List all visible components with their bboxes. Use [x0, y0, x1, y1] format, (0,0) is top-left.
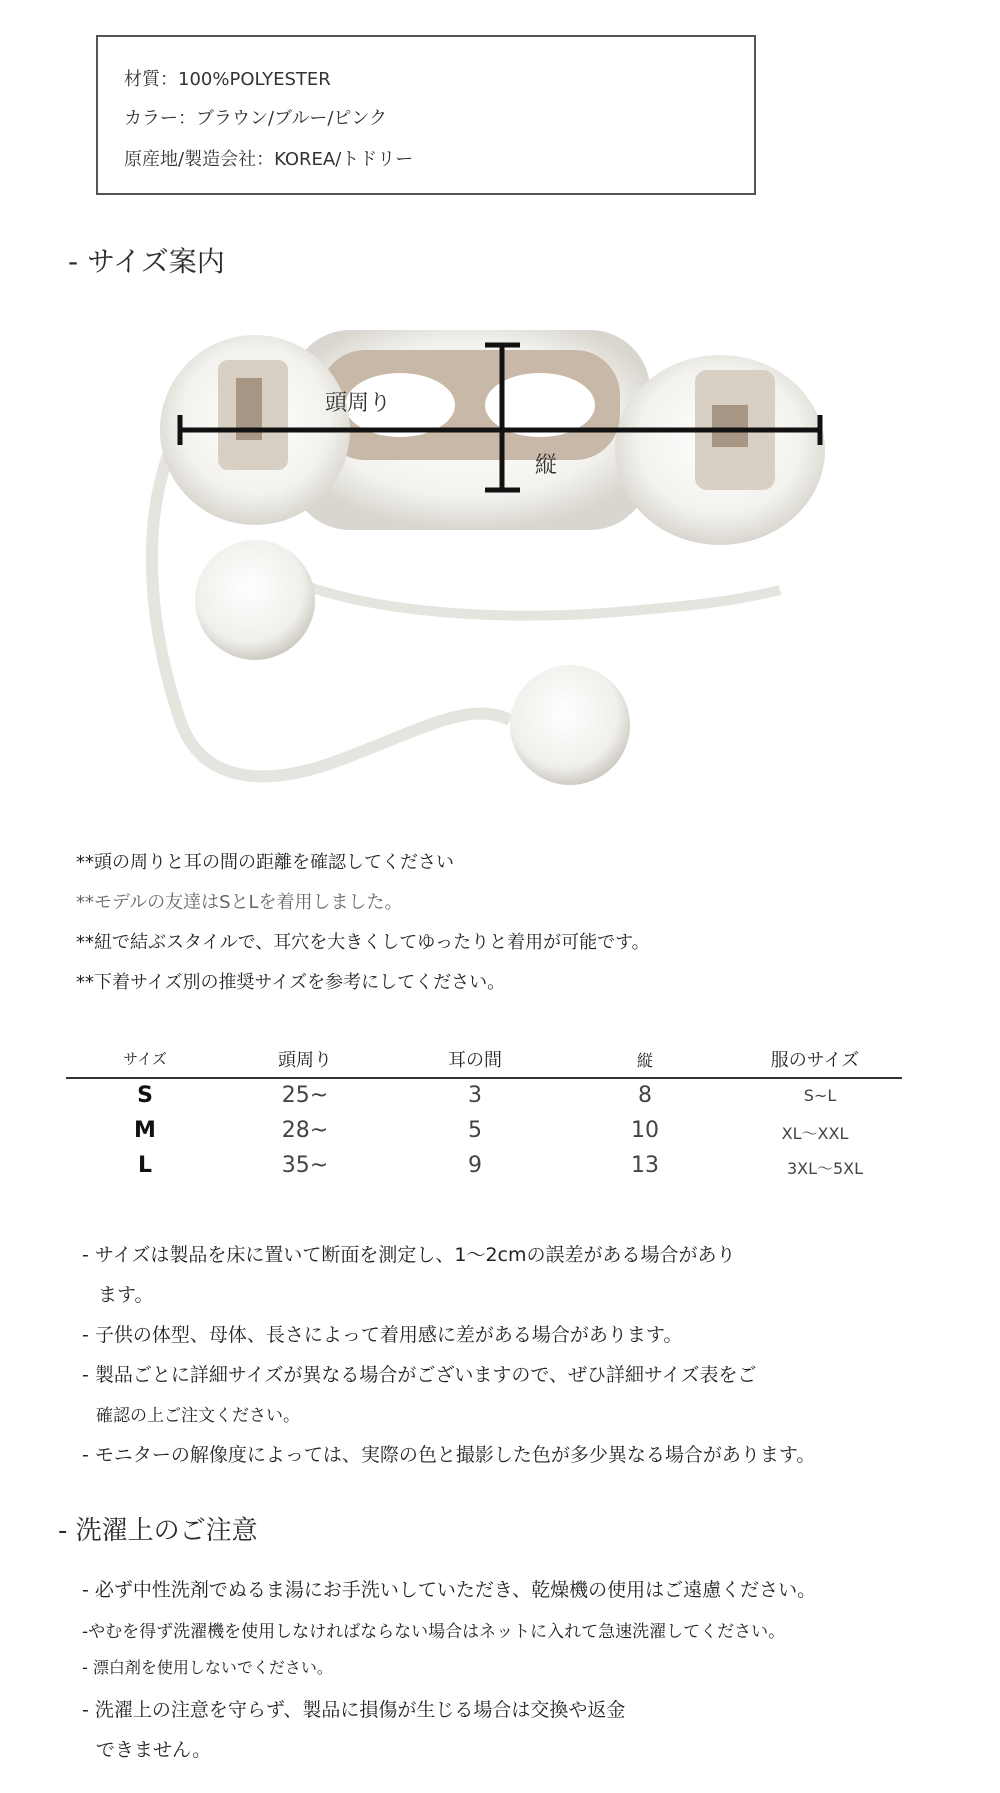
note-1: **頭の周りと耳の間の距離を確認してください: [76, 852, 454, 873]
washing-note-4b: できません。: [96, 1739, 212, 1761]
size-note-4: - モニターの解像度によっては、実際の色と撮影した色が多少異なる場合があります。: [82, 1444, 816, 1466]
cell-clothes-m: XL〜XXL: [781, 1124, 849, 1143]
note-2: **モデルの友達はSとLを着用しました。: [76, 892, 403, 913]
washing-title: - 洗濯上のご注意: [58, 1516, 258, 1546]
cell-clothes-l: 3XL〜5XL: [786, 1159, 864, 1178]
spec-color: カラー：ブラウン/ブルー/ピンク: [124, 108, 388, 129]
cell-size-m: M: [134, 1118, 156, 1143]
note-4: **下着サイズ別の推奨サイズを参考にしてください。: [76, 972, 506, 993]
size-note-3b: 確認の上ご注文ください。: [96, 1406, 300, 1426]
cell-ear-s: 3: [468, 1083, 482, 1108]
washing-note-4a: - 洗濯上の注意を守らず、製品に損傷が生じる場合は交換や返金: [82, 1699, 626, 1721]
size-note-1a: - サイズは製品を床に置いて断面を測定し、1〜2cmの誤差がある場合があり: [82, 1244, 736, 1266]
th-head: 頭周り: [278, 1050, 332, 1071]
washing-note-3: - 漂白剤を使用しないでください。: [82, 1658, 333, 1677]
cell-length-s: 8: [638, 1083, 652, 1108]
th-ear: 耳の間: [448, 1050, 502, 1071]
spec-material: 材質：100%POLYESTER: [124, 69, 331, 90]
cell-head-s: 25~: [281, 1083, 329, 1108]
cell-head-m: 28~: [281, 1118, 329, 1143]
cell-size-s: S: [137, 1083, 153, 1108]
size-note-3a: - 製品ごとに詳細サイズが異なる場合がございますので、ぜひ詳細サイズ表をご: [82, 1364, 757, 1386]
cell-ear-l: 9: [468, 1153, 482, 1178]
washing-note-1: - 必ず中性洗剤でぬるま湯にお手洗いしていただき、乾燥機の使用はご遠慮ください。: [82, 1579, 817, 1601]
cell-head-l: 35~: [281, 1153, 329, 1178]
label-head-circumference: 頭周り: [325, 391, 392, 416]
table-rule: [66, 1077, 902, 1079]
size-guide-title: - サイズ案内: [68, 245, 225, 278]
size-note-1b: ます。: [98, 1284, 154, 1306]
cell-ear-m: 5: [468, 1118, 482, 1143]
label-length: 縦: [535, 453, 558, 478]
spec-box: [96, 35, 756, 195]
size-note-2: - 子供の体型、母体、長さによって着用感に差がある場合があります。: [82, 1324, 683, 1346]
th-length: 縦: [636, 1051, 653, 1070]
cell-length-l: 13: [631, 1153, 659, 1178]
note-3: **紐で結ぶスタイルで、耳穴を大きくしてゆったりと着用が可能です。: [76, 932, 650, 953]
spec-origin: 原産地/製造会社：KOREA/トドリー: [124, 149, 414, 170]
cell-clothes-s: S~L: [803, 1086, 837, 1105]
product-image: [140, 300, 840, 820]
cell-length-m: 10: [631, 1118, 659, 1143]
th-clothes: 服のサイズ: [770, 1050, 860, 1071]
washing-note-2: -やむを得ず洗濯機を使用しなければならない場合はネットに入れて急速洗濯してください。: [82, 1622, 786, 1642]
th-size: サイズ: [123, 1050, 167, 1068]
cell-size-l: L: [137, 1153, 153, 1178]
